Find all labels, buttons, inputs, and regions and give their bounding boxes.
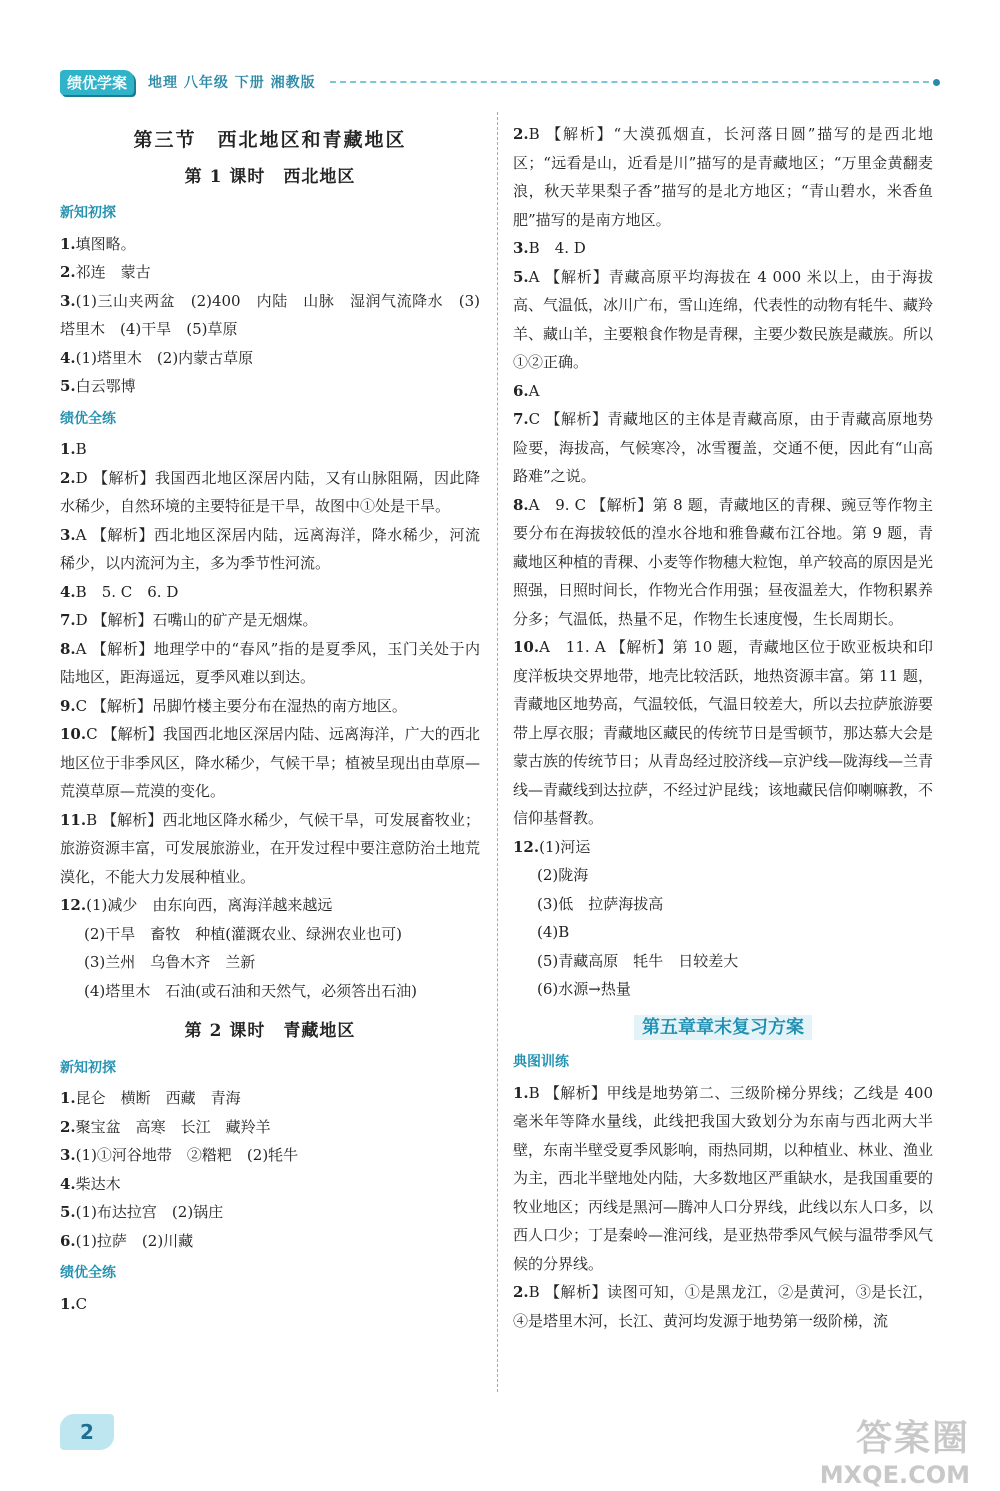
answer-text: B <box>75 440 87 458</box>
answer-item <box>60 1113 480 1142</box>
book-title: 地理 八年级 下册 湘教版 <box>148 75 316 91</box>
answer-number: 1. <box>60 440 76 458</box>
right-column <box>513 120 933 1335</box>
lesson1-title: 第 1 课时 西北地区 <box>184 166 356 187</box>
answer-item <box>60 578 480 607</box>
answer-item <box>513 405 933 491</box>
answer-number: 3. <box>60 1146 76 1164</box>
answer-item <box>60 435 480 464</box>
answer-subitem: (4)塔里木 石油(或石油和天然气，必须答出石油) <box>84 981 417 1000</box>
watermark-line1: 答案圈 <box>855 1418 970 1459</box>
answer-item <box>60 521 480 578</box>
answer-item <box>60 891 480 920</box>
lesson1-heading-practice: 绩优全练 <box>60 410 116 427</box>
answer-subitem: (2)陇海 <box>537 866 589 884</box>
answer-item <box>513 491 933 634</box>
answer-text: (1)塔里木 (2)内蒙古草原 <box>75 348 254 367</box>
answer-text: A 9. C 【解析】第 8 题，青藏地区的青稞、豌豆等作物主要分布在海拔较低的湟水谷地和雅鲁藏布江谷地。第 9 题，青藏地区种植的青稞、小麦等作物穗大粒饱，单产较高的原因是光照强，日照时间长，作物光合作用强；昼夜温差大，作物积累养分多；气温低，热量不足，作物生长速度慢，生长周期长。 <box>513 495 934 628</box>
answer-text: A <box>528 381 540 400</box>
answer-text: 填图略。 <box>75 234 136 253</box>
answer-text: 聚宝盆 高寒 长江 藏羚羊 <box>75 1117 271 1136</box>
answer-item <box>513 833 933 862</box>
answer-text: B 【解析】读图可知，①是黑龙江，②是黄河，③是长江，④是塔里木河，长江、黄河均发源于地势第一级阶梯，流 <box>513 1283 933 1330</box>
answer-number: 5. <box>60 377 76 395</box>
answer-text: A 【解析】西北地区深居内陆，远离海洋，降水稀少，河流稀少，以内流河为主，多为季节性河流。 <box>60 525 480 572</box>
answer-number: 9. <box>60 696 76 715</box>
chapter-title-text: 第五章章末复习方案 <box>634 1015 812 1040</box>
chapter-heading: 典图训练 <box>513 1054 569 1070</box>
lesson2-new-list <box>60 1084 480 1255</box>
brand-badge: 绩优学案 <box>60 70 134 95</box>
answer-subitem: (3)兰州 乌鲁木齐 兰新 <box>84 953 256 971</box>
answer-item <box>60 635 480 692</box>
answer-item <box>513 377 933 406</box>
answer-text: C <box>75 1294 88 1313</box>
answer-text: B 4. D <box>528 239 586 257</box>
answer-number: 4. <box>60 348 76 367</box>
answer-text: B 【解析】“大漠孤烟直，长河落日圆”描写的是西北地区；“远看是山，近看是川”描写的是青藏地区；“万里金黄翻麦浪，秋天苹果梨子香”描写的是北方地区；“青山碧水，米香鱼肥”描写的是南方地区。 <box>513 125 933 229</box>
answer-number: 3. <box>60 525 76 544</box>
answer-item <box>60 1170 480 1199</box>
answer-item <box>60 606 480 635</box>
answer-number: 11. <box>60 810 87 829</box>
answer-item <box>513 1278 933 1335</box>
header-dot-icon <box>933 79 940 86</box>
answer-item <box>60 1290 480 1319</box>
answer-number: 3. <box>513 239 529 257</box>
answer-item <box>60 1084 480 1113</box>
answer-number: 12. <box>60 896 87 914</box>
watermark-line2: MXQE.COM <box>819 1461 970 1489</box>
answer-text: (1)①河谷地带 ②糌粑 (2)牦牛 <box>75 1146 299 1164</box>
answer-text: 昆仑 横断 西藏 青海 <box>75 1089 241 1107</box>
answer-number: 2. <box>60 263 76 281</box>
answer-item <box>60 258 480 287</box>
answer-number: 7. <box>60 611 76 629</box>
answer-subitem: (5)青藏高原 牦牛 日较差大 <box>537 951 739 970</box>
answer-text: 祁连 蒙古 <box>75 263 151 281</box>
answer-text: B 【解析】甲线是地势第二、三级阶梯分界线；乙线是 400 毫米年等降水量线，此线把我国大致划分为东南与西北两大半壁，东南半壁受夏季风影响，雨热同期，以种植业、林业、渔业为主，西北半壁地处内陆，大多数地区严重缺水，是我国重要的牧业地区；丙线是黑河—腾冲人口分界线，此线以东人口多，以西人口少；丁是秦岭—淮河线，是亚热带季风气候与温带季风气候的分界线。 <box>513 1083 934 1273</box>
lesson1-q12-subs <box>60 920 480 1006</box>
answer-item <box>513 263 933 377</box>
watermark <box>820 1410 970 1489</box>
answer-item <box>60 464 480 521</box>
answer-number: 10. <box>60 725 87 743</box>
lesson1-heading-new: 新知初探 <box>60 205 116 221</box>
answer-subitem: (4)B <box>537 923 570 941</box>
answer-number: 5. <box>60 1203 76 1221</box>
answer-number: 3. <box>60 291 76 310</box>
answer-number: 1. <box>513 1083 529 1102</box>
answer-subitem: (2)干旱 畜牧 种植(灌溉农业、绿洲农业也可) <box>84 924 402 943</box>
lesson1-practice-list <box>60 435 480 920</box>
answer-item <box>513 234 933 263</box>
answer-number: 8. <box>60 639 76 658</box>
answer-text: (1)三山夹两盆 (2)400 内陆 山脉 湿润气流降水 (3)塔里木 (4)干旱 (5)草原 <box>60 291 480 338</box>
answer-text: B 5. C 6. D <box>75 582 179 601</box>
answer-text: (1)减少 由东向西，离海洋越来越远 <box>86 896 333 914</box>
answer-number: 2. <box>513 125 529 143</box>
answer-text: D 【解析】我国西北地区深居内陆，又有山脉阻隔，因此降水稀少，自然环境的主要特征是干旱，故图中①处是干旱。 <box>60 468 480 515</box>
answer-item <box>60 720 480 806</box>
lesson2-title: 第 2 课时 青藏地区 <box>184 1021 356 1041</box>
answer-number: 5. <box>513 267 529 286</box>
answer-item <box>60 1198 480 1227</box>
answer-text: C 【解析】青藏地区的主体是青藏高原，由于青藏高原地势险要，海拔高，气候寒冷，冰雪覆盖，交通不便，因此有“山高路难”之说。 <box>513 410 933 485</box>
answer-number: 2. <box>60 1117 76 1136</box>
answer-number: 10. <box>513 638 540 656</box>
answer-number: 2. <box>513 1283 529 1301</box>
answer-number: 4. <box>60 582 76 601</box>
answer-text: A 【解析】地理学中的“春风”指的是夏季风，玉门关处于内陆地区，距海遥远，夏季风难以到达。 <box>60 639 480 686</box>
lesson2-heading-new: 新知初探 <box>60 1059 116 1076</box>
answer-item <box>60 692 480 721</box>
answer-subitem: (6)水源→热量 <box>537 980 631 998</box>
answer-text: (1)拉萨 (2)川藏 <box>75 1231 194 1250</box>
answer-item <box>513 633 933 833</box>
lesson2-heading-practice: 绩优全练 <box>60 1265 116 1281</box>
answer-number: 8. <box>513 495 529 514</box>
answer-text: (1)河运 <box>539 837 591 856</box>
section-title: 第三节 西北地区和青藏地区 <box>133 129 407 151</box>
answer-number: 6. <box>60 1231 76 1250</box>
header-dashed-line <box>330 81 929 83</box>
answer-number: 1. <box>60 1089 76 1107</box>
lesson2-practice-continued <box>513 120 933 861</box>
chapter-review-title <box>513 1014 933 1043</box>
answer-text: C 【解析】我国西北地区深居内陆、远离海洋，广大的西北地区位于非季风区，降水稀少，气候干旱；植被呈现出由草原—荒漠草原—荒漠的变化。 <box>60 725 481 800</box>
answer-number: 7. <box>513 410 529 428</box>
page-number-badge: 2 <box>60 1414 114 1450</box>
chapter-items <box>513 1079 933 1336</box>
answer-item <box>513 1079 933 1279</box>
answer-subitem: (3)低 拉萨海拔高 <box>537 894 664 913</box>
answer-item <box>60 1141 480 1170</box>
answer-number: 1. <box>60 234 76 253</box>
answer-item <box>60 372 480 401</box>
answer-text: 柴达木 <box>75 1174 121 1193</box>
answer-item <box>60 1227 480 1256</box>
page-header <box>60 70 940 94</box>
answer-item <box>513 120 933 234</box>
answer-item <box>60 230 480 259</box>
lesson1-new-list <box>60 230 480 401</box>
answer-number: 12. <box>513 837 540 856</box>
answer-item <box>60 287 480 344</box>
answer-item <box>60 806 480 892</box>
answer-text: A 11. A 【解析】第 10 题，青藏地区位于欧亚板块和印度洋板块交界地带，地壳比较活跃，地热资源丰富。第 11 题，青藏地区地势高，气温较低，气温日较差大，所以去拉萨旅游要带上厚衣服；青藏地区藏民的传统节日是雪顿节，那达慕大会是蒙古族的传统节日；从青岛经过胶济线—京沪线—陇海线—兰青线—青藏线到达拉萨，不经过沪昆线；该地藏民信仰喇嘛教，不信仰基督教。 <box>513 638 934 827</box>
answer-number: 6. <box>513 381 529 400</box>
answer-text: D 【解析】石嘴山的矿产是无烟煤。 <box>75 611 318 629</box>
answer-number: 4. <box>60 1174 76 1193</box>
answer-item <box>60 344 480 373</box>
answer-number: 2. <box>60 468 76 487</box>
right-q12-subs <box>513 861 933 1004</box>
left-column <box>60 120 480 1318</box>
answer-text: C 【解析】吊脚竹楼主要分布在湿热的南方地区。 <box>75 696 407 715</box>
lesson2-practice-list <box>60 1290 480 1319</box>
answer-text: 白云鄂博 <box>75 377 136 395</box>
answer-number: 1. <box>60 1294 76 1313</box>
column-divider <box>497 112 498 1392</box>
answer-text: (1)布达拉宫 (2)锅庄 <box>75 1203 224 1221</box>
answer-text: A 【解析】青藏高原平均海拔在 4 000 米以上，由于海拔高、气温低，冰川广布，雪山连绵，代表性的动物有牦牛、藏羚羊、藏山羊，主要粮食作物是青稞，主要少数民族是藏族。所以①②正确。 <box>513 267 934 371</box>
answer-text: B 【解析】西北地区降水稀少，气候干旱，可发展畜牧业；旅游资源丰富，可发展旅游业，在开发过程中要注意防治土地荒漠化，不能大力发展种植业。 <box>60 810 481 886</box>
